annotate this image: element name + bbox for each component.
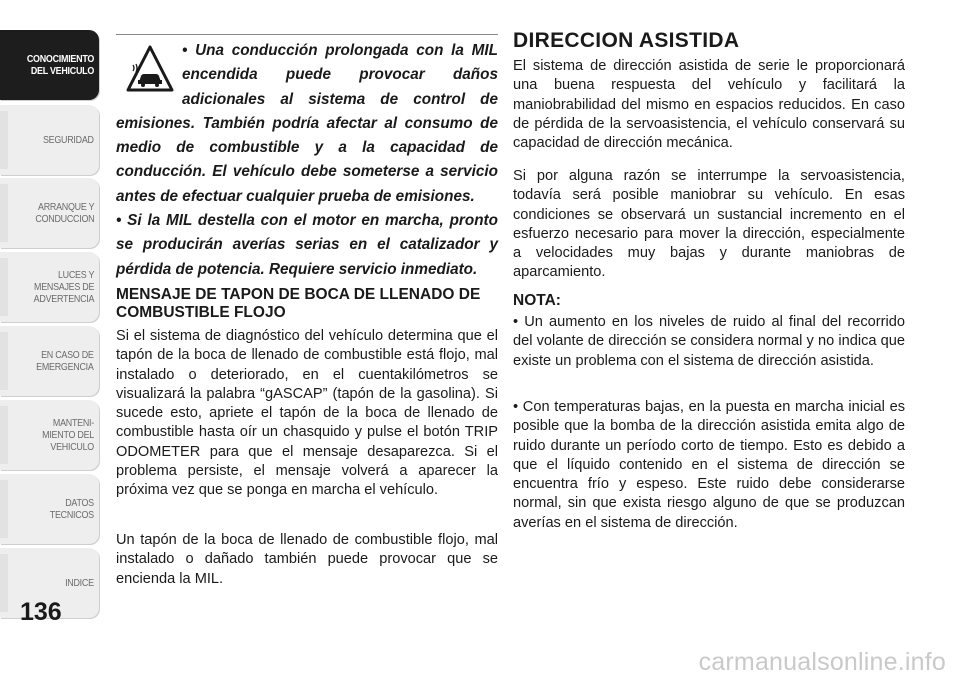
warning-paragraph-1 xyxy=(116,39,498,209)
fuel-cap-paragraph-1: Si el sistema de diagnóstico del vehículo determina que el tapón de la boca de llenado de combustible está flojo, mal instalado o deteriorado, en el cuentakilómetros se visualizará la palabra “gASCAP” (tapón de la gasolina). Si sucede esto, apriete el tapón de la boca de llenado de combustible hasta oír un chasquido y pulse el botón TRIP ODOMETER para que el mensaje desaparezca. Si el problema persiste, el mensaje volverá a aparecer la próxima vez que se ponga en marcha el vehículo. xyxy=(116,328,498,499)
section-heading-direccion-asistida: DIRECCION ASISTIDA xyxy=(513,29,740,52)
tab-conocimiento-del-vehiculo[interactable] xyxy=(0,30,99,100)
warning-text-2: • Si la MIL destella con el motor en marcha, pronto se producirán averías serias en el catalizador y pérdida de potencia. Requiere servicio inmediato. xyxy=(116,212,498,278)
page-number: 136 xyxy=(20,598,62,626)
tab-datos-tecnicos[interactable] xyxy=(0,474,99,544)
tab-label: INDICE xyxy=(65,577,94,589)
tab-mantenimiento[interactable] xyxy=(0,400,99,470)
tab-label: LUCES Y MENSAJES DE ADVERTENCIA xyxy=(33,269,94,305)
tab-label: CONOCIMIENTO DEL VEHICULO xyxy=(26,53,94,77)
power-steering-paragraph-1: El sistema de dirección asistida de serie le proporcionará una buena respuesta del vehículo y facilitará la maniobrabilidad del mismo en espacios reducidos. En caso de pérdida de la servoasistencia, el vehículo conservará su capacidad de dirección mecánica. xyxy=(513,58,905,152)
watermark: carmanualsonline.info xyxy=(698,648,946,676)
tab-seguridad[interactable] xyxy=(0,105,99,175)
tab-en-caso-de-emergencia[interactable] xyxy=(0,326,99,396)
warning-top-rule xyxy=(116,34,498,35)
tab-arranque-y-conduccion[interactable] xyxy=(0,178,99,248)
warning-paragraph-2 xyxy=(116,209,498,282)
tab-luces-y-mensajes[interactable] xyxy=(0,252,99,322)
warning-box xyxy=(116,39,498,282)
section-heading-fuel-cap: MENSAJE DE TAPON DE BOCA DE LLENADO DE COMBUSTIBLE FLOJO xyxy=(116,286,481,321)
warning-text-1: • Una conducción prolongada con la MIL encendida puede provocar daños adicionales al sistema de control de emisiones. También podría afectar al consumo de medio de combustible y a la capacidad de conducción. El vehículo debe someterse a servicio antes de efectuar cualquier prueba de emisiones. xyxy=(116,42,498,205)
note-paragraph-1: • Un aumento en los niveles de ruido al final del recorrido del volante de dirección se considera normal y no indica que existe un problema con el sistema de dirección asistida. xyxy=(513,314,905,369)
note-label: NOTA: xyxy=(513,292,561,309)
tab-label: ARRANQUE Y CONDUCCION xyxy=(35,201,94,225)
tab-label: SEGURIDAD xyxy=(43,134,94,146)
tab-label: MANTENI- MIENTO DEL VEHICULO xyxy=(42,417,94,453)
power-steering-paragraph-2: Si por alguna razón se interrumpe la servoasistencia, todavía será posible maniobrar su vehículo. En esas condiciones se observará un sustancial incremento en el esfuerzo necesario para mover la dirección, especialmente a velocidades muy bajas y durante maniobras de aparcamiento. xyxy=(513,168,905,281)
note-paragraph-2: • Con temperaturas bajas, en la puesta en marcha inicial es posible que la bomba de la dirección asistida emita algo de ruido durante un período corto de tiempo. Esto es debido a que el líquido contenido en el sistema de dirección se encuentra frío y espeso. Este ruido debe considerarse normal, sin que exista riesgo alguno de que se produzcan averías en el sistema de dirección. xyxy=(513,399,905,531)
tab-label: EN CASO DE EMERGENCIA xyxy=(36,349,94,373)
fuel-cap-paragraph-2: Un tapón de la boca de llenado de combustible flojo, mal instalado o dañado también puede provocar que se encienda la MIL. xyxy=(116,532,498,587)
tab-label: DATOS TECNICOS xyxy=(49,497,94,521)
